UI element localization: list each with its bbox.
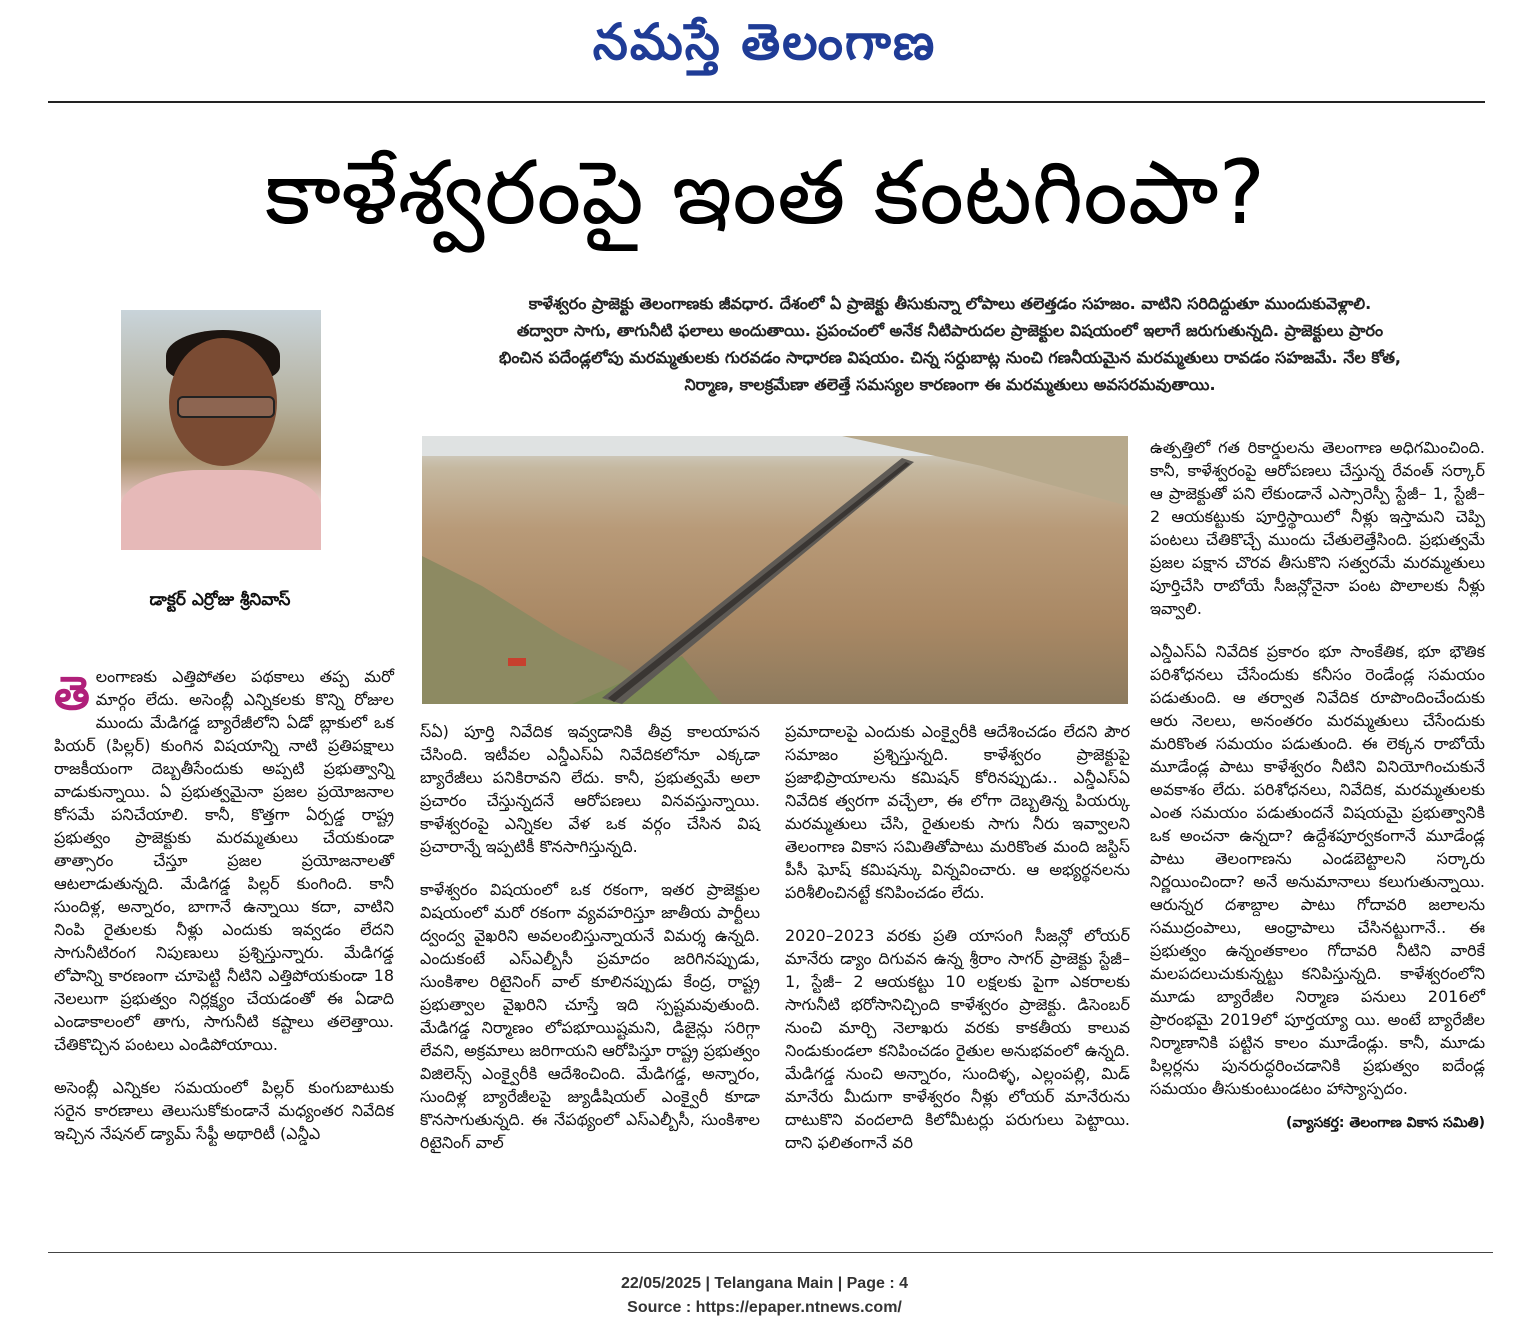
- footer-divider: [48, 1252, 1493, 1253]
- intro-line: భించిన పదేండ్లలోపు మరమ్మతులకు గురవడం సాధారణ విషయం. చిన్న సర్దుబాట్ల నుంచి గణనీయమైన మరమ్మతులు రావడం సహజమే. నేల కోత,: [498, 348, 1401, 367]
- dropcap: తె: [54, 666, 90, 720]
- intro-line: నిర్మాణ, కాలక్రమేణా తలెత్తే సమస్యల కారణంగా ఈ మరమ్మతులు అవసరమవుతాయి.: [684, 375, 1216, 394]
- article-column-1: [54, 665, 394, 1165]
- article-column-3: [785, 720, 1130, 1174]
- paragraph-text: లంగాణకు ఎత్తిపోతల పథకాలు తప్ప మరో మార్గం లేదు. అసెంబ్లీ ఎన్నికలకు కొన్ని రోజుల ముందు మేడిగడ్డ బ్యారేజీలోని ఏడో బ్లాకులో ఒక పియర్ (పిల్లర్) కుంగిన విషయాన్ని నాటి ప్రతిపక్షాలు రాజకీయంగా దెబ్బతీసేందుకు అప్పటి ప్రభుత్వాన్ని వాడుకున్నాయి. ఏ ప్రభుత్వమైనా ప్రజల ప్రయోజనాల కోసమే పనిచేయాలి. కానీ, కొత్తగా ఏర్పడ్డ రాష్ట్ర ప్రభుత్వం ప్రాజెక్టుకు మరమ్మతులు చేయకుండా తాత్సారం చేస్తూ ప్రజల ప్రయోజనాలతో ఆటలాడుతున్నది. మేడిగడ్డ పిల్లర్ కుంగింది. కానీ సుందిళ్ల, అన్నారం, బాగానే ఉన్నాయి కదా, వాటిని నింపి రైతులకు నీళ్లు ఎందుకు ఇవ్వడం లేదని సాగునీటిరంగ నిపుణులు ప్రశ్నిస్తున్నారు. మేడిగడ్డ లోపాన్ని కారణంగా చూపెట్టి నీటిని ఎత్తిపోయకుండా 18 నెలలుగా ప్రభుత్వం నిర్లక్ష్యం చేయడంతో ఈ ఏడాది ఎండాకాలంలో తాగు, సాగునీటి కష్టాలు తలెత్తాయి. చేతికొచ్చిన పంటలు ఎండిపోయాయి.: [54, 667, 394, 1054]
- barrage-photo: [422, 436, 1128, 704]
- paragraph: స్ఏ) పూర్తి నివేదిక ఇవ్వడానికి తీవ్ర కాలయాపన చేసింది. ఇటీవల ఎన్డీఎస్ఏ నివేదికలోనూ ఎక్కడా బ్యారేజీలు పనికిరావని లేదు. కానీ, ప్రభుత్వమే అలా ప్రచారం చేస్తున్నదనే ఆరోపణలు వినవస్తున్నాయి. కాళేశ్వరంపై ఎన్నికల వేళ ఒక వర్గం చేసిన విష ప్రచారాన్నే ఇప్పటికీ కొనసాగిస్తున్నది.: [420, 722, 760, 856]
- paragraph: 2020–2023 వరకు ప్రతి యాసంగి సీజన్లో లోయర్ మానేరు డ్యాం దిగువన ఉన్న శ్రీరాం సాగర్ ప్రాజెక్టు స్టేజీ–1, స్టేజీ– 2 ఆయకట్టు 10 లక్షలకు పైగా ఎకరాలకు సాగునీటి భరోసానిచ్చింది కాళేశ్వరం ప్రాజెక్టు. డిసెంబర్ నుంచి మార్చి నెలాఖరు వరకు కాకతీయ కాలువ నిండుకుండలా కనిపించడం రైతుల అనుభవంలో ఉన్నది. మేడిగడ్డ నుంచి అన్నారం, సుందిళ్ళ, ఎల్లంపల్లి, మిడ్ మానేరు మీదుగా కాళేశ్వరం నీళ్లు లోయర్ మానేరును దాటుకొని వందలాది కిలోమీటర్లు పరుగులు పెట్టాయి. దాని ఫలితంగానే వరి: [785, 926, 1130, 1152]
- edition-info: 22/05/2025 | Telangana Main | Page : 4: [620, 1275, 908, 1292]
- paragraph: ఎన్డీఎస్ఏ నివేదిక ప్రకారం భూ సాంకేతిక, భూ భౌతిక పరిశోధనలు చేసేందుకు కనీసం రెండేండ్ల సమయం పడుతుంది. ఆ తర్వాత నివేదిక రూపొందించేందుకు ఆరు నెలలు, అనంతరం మరమ్మతులు చేసేందుకు మరికొంత సమయం పడుతుంది. ఈ లెక్కన రాబోయే మూడేండ్ల పాటు కాళేశ్వరం నీటిని వినియోగించుకునే అవకాశం లేదు. పరిశోధనలు, నివేదిక, మరమ్మతులకు ఎంత సమయం పడుతుందనే విషయమై ప్రభుత్వానికి ఒక అంచనా ఉన్నదా? ఉద్దేశపూర్వకంగానే మూడేండ్ల పాటు తెలంగాణను ఎండబెట్టాలని సర్కారు నిర్ణయించిందా? అనే అనుమానాలు కలుగుతున్నాయి. ఆరున్నర దశాబ్దాల పాటు గోదావరి జలాలను సముద్రంపాలు, ఆంధ్రాపాలు చేసినట్టుగానే.. ఈ ప్రభుత్వం ఉన్నంతకాలం గోదావరి నీటిని వారికే మలపదలుచుకున్నట్టు కనిపిస్తున్నది. కాళేశ్వరంలోని మూడు బ్యారేజీల నిర్మాణ పనులు 2016లో ప్రారంభమై 2019లో పూర్తయ్యా యి. అంటే బ్యారేజీల నిర్మాణానికి పట్టిన కాలం మూడేండ్లు. కానీ, మూడు పిల్లర్లను పునరుద్ధరించడానికి ప్రభుత్వం ఐదేండ్ల సమయం తీసుకుంటుండటం హాస్యాస్పదం.: [1150, 642, 1485, 1098]
- intro-line: తద్వారా సాగు, తాగునీటి ఫలాలు అందుతాయి. ప్రపంచంలో అనేక నీటిపారుదల ప్రాజెక్టుల విషయంలో ఇలాగే జరుగుతున్నది. ప్రాజెక్టులు ప్రారం: [516, 321, 1384, 340]
- paragraph: అసెంబ్లీ ఎన్నికల సమయంలో పిల్లర్ కుంగుబాటుకు సరైన కారణాలు తెలుసుకోకుండానే మధ్యంతర నివేదిక ఇచ్చిన నేషనల్ డ్యామ్ సేఫ్టీ అథారిటీ (ఎన్డీఎ: [54, 1078, 394, 1143]
- author-name: డాక్టర్ ఎర్రోజు శ్రీనివాస్: [149, 590, 291, 610]
- paragraph: ఉత్పత్తిలో గత రికార్డులను తెలంగాణ అధిగమించింది. కానీ, కాళేశ్వరంపై ఆరోపణలు చేస్తున్న రేవంత్ సర్కార్ ఆ ప్రాజెక్టుతో పని లేకుండానే ఎస్సారెస్పీ స్టేజీ– 1, స్టేజీ– 2 ఆయకట్టుకు పూర్తిస్థాయిలో నీళ్లు ఇస్తామని చెప్పి పంటలు చేతికొచ్చే ముందు చేతులెత్తేసింది. ప్రభుత్వమే ప్రజల పక్షాన చొరవ తీసుకొని సత్వరమే మరమ్మతులు పూర్తిచేసి రాబోయే సీజన్లోనైనా పంట పొలాలకు నీళ్లు ఇవ్వాలి.: [1150, 438, 1485, 618]
- paragraph: ప్రమాదాలపై ఎందుకు ఎంక్వైరీకి ఆదేశించడం లేదని పౌర సమాజం ప్రశ్నిస్తున్నది. కాళేశ్వరం ప్రాజెక్టుపై ప్రజాభిప్రాయాలను కమిషన్ కోరినప్పుడు.. ఎన్డీఎస్ఏ నివేదిక త్వరగా వచ్చేలా, ఈ లోగా దెబ్బతిన్న పియర్కు మరమ్మతులు చేసి, రైతులకు సాగు నీరు ఇవ్వాలని తెలంగాణ వికాస సమితితోపాటు మరికొంత మంది జస్టిస్ పీసీ ఘోష్ కమిషన్కు విన్నవించారు. ఆ అభ్యర్థనలను పరిశీలించినట్టే కనిపించడం లేదు.: [785, 722, 1130, 902]
- paragraph: కాళేశ్వరం విషయంలో ఒక రకంగా, ఇతర ప్రాజెక్టుల విషయంలో మరో రకంగా వ్యవహరిస్తూ జాతీయ పార్టీలు ద్వంద్వ వైఖరిని అవలంబిస్తున్నాయనే విమర్శ ఉన్నది. ఎందుకంటే ఎస్ఎల్బీసీ ప్రమాదం జరిగినప్పుడు, సుంకిశాల రిటైనింగ్ వాల్ కూలినప్పుడు కేంద్ర, రాష్ట్ర ప్రభుత్వాల వైఖరిని చూస్తే ఇది స్పష్టమవుతుంది. మేడిగడ్డ నిర్మాణం లోపభూయిష్టమని, డిజైన్లు సరిగ్గా లేవని, అక్రమాలు జరిగాయని ఆరోపిస్తూ రాష్ట్ర ప్రభుత్వం విజిలెన్స్ ఎంక్వైరీకి ఆదేశించింది. మేడిగడ్డ, అన్నారం, సుందిళ్ల బ్యారేజీలపై జ్యుడీషియల్ ఎంక్వైరీ కూడా కొనసాగుతున్నది. ఈ నేపథ్యంలో ఎస్ఎల్బీసీ, సుంకిశాల రిటైనింగ్ వాల్: [420, 880, 760, 1152]
- header-divider: [48, 101, 1485, 103]
- paragraph: [54, 665, 394, 1056]
- author-byline: (వ్యాసకర్త: తెలంగాణ వికాస సమితి): [1286, 1115, 1485, 1131]
- source-link[interactable]: Source : https://epaper.ntnews.com/: [627, 1299, 902, 1316]
- article-column-2: [420, 720, 760, 1174]
- author-photo: [121, 310, 321, 550]
- article-intro: [420, 290, 1480, 398]
- article-headline: కాళేశ్వరంపై ఇంత కంటగింపా?: [264, 141, 1266, 244]
- article-column-4: [1150, 436, 1485, 1135]
- masthead-logo: నమస్తే తెలంగాణ: [592, 12, 937, 71]
- intro-line: కాళేశ్వరం ప్రాజెక్టు తెలంగాణకు జీవధార. దేశంలో ఏ ప్రాజెక్టు తీసుకున్నా లోపాలు తలెత్తడం సహజం. వాటిని సరిదిద్దుతూ ముందుకువెళ్లాలి.: [528, 294, 1372, 313]
